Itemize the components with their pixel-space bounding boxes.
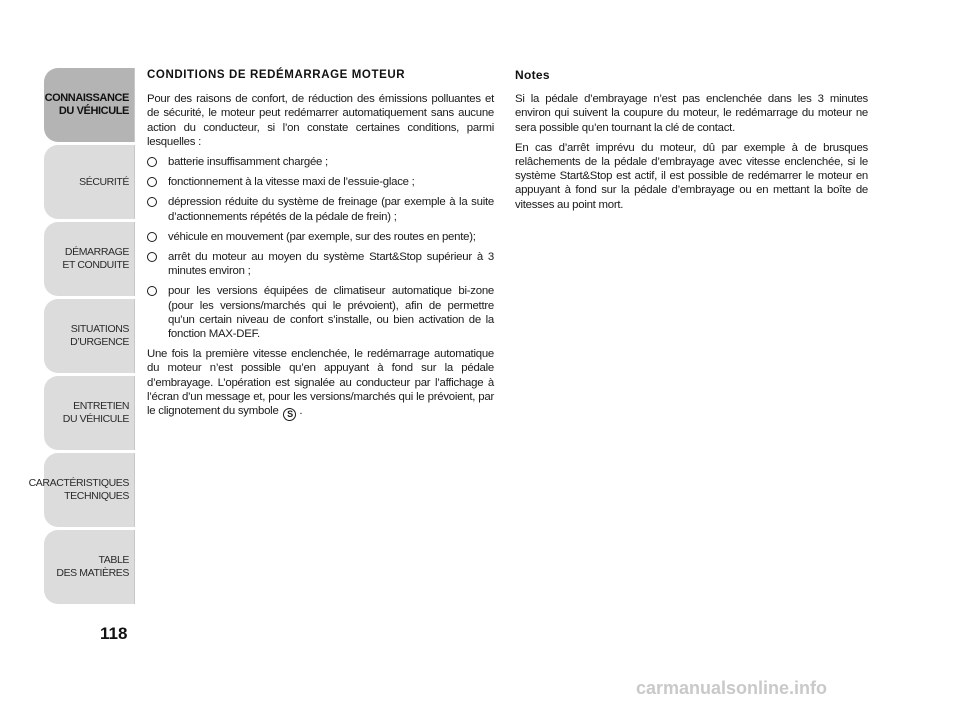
tab-label: CONNAISSANCE DU VÉHICULE bbox=[44, 92, 129, 117]
tab-situations-d-urgence[interactable] bbox=[44, 299, 135, 373]
circle-bullet-icon bbox=[147, 197, 157, 207]
watermark: carmanualsonline.info bbox=[636, 678, 828, 698]
start-stop-symbol-icon: S bbox=[283, 408, 296, 421]
tab-label: TABLE DES MATIÈRES bbox=[56, 554, 129, 579]
notes-paragraph: Si la pédale d’embrayage n’est pas enclenchée dans les 3 minutes environ qui suivent la coupure du moteur, le redémarrage du moteur ne sera possible qu’en tournant la clé de contact. bbox=[515, 93, 868, 134]
tab-connaissance-du-vehicule[interactable] bbox=[44, 68, 135, 142]
tab-label: SÉCURITÉ bbox=[79, 175, 129, 188]
tab-label: SITUATIONS D’URGENCE bbox=[70, 323, 129, 348]
tab-securite[interactable] bbox=[44, 145, 135, 219]
circle-bullet-icon bbox=[147, 157, 157, 167]
tab-entretien-du-vehicule[interactable] bbox=[44, 376, 135, 450]
notes-column bbox=[515, 68, 868, 218]
tab-label: DÉMARRAGE ET CONDUITE bbox=[62, 246, 129, 271]
tab-demarrage-et-conduite[interactable] bbox=[44, 222, 135, 296]
notes-heading: Notes bbox=[515, 68, 550, 82]
list-item: arrêt du moteur au moyen du système Start&Stop supérieur à 3 minutes environ ; bbox=[147, 250, 494, 278]
notes-paragraph: En cas d’arrêt imprévu du moteur, dû par exemple à de brusques relâchements de la pédale d’embrayage avec vitesse enclenchée, si le système Start&Stop est actif, il est possible de redémarrer le moteur en appuyant à fond sur la pédale d’embrayage ou en mettant la boîte de vitesses au point mort. bbox=[515, 141, 868, 211]
list-item: véhicule en mouvement (par exemple, sur des routes en pente); bbox=[147, 230, 494, 244]
tab-table-des-matieres[interactable] bbox=[44, 530, 135, 604]
tab-label: ENTRETIEN DU VÉHICULE bbox=[62, 400, 129, 425]
circle-bullet-icon bbox=[147, 252, 157, 262]
circle-bullet-icon bbox=[147, 232, 157, 242]
list-item: pour les versions équipées de climatiseur automatique bi-zone (pour les versions/marchés qui le prévoient), afin de permettre qu’un certain niveau de confort s’installe, ou bien activation de la fonction MAX-DEF. bbox=[147, 284, 494, 341]
list-item: batterie insuffisamment chargée ; bbox=[147, 155, 494, 169]
list-item: fonctionnement à la vitesse maxi de l’essuie-glace ; bbox=[147, 175, 494, 189]
conditions-list bbox=[147, 155, 494, 341]
page-number: 118 bbox=[100, 624, 128, 643]
closing-paragraph: Une fois la première vitesse enclenchée, le redémarrage automatique du moteur n’est possible qu’en appuyant à fond sur la pédale d’embrayage. L’opération est signalée au conducteur par l’affichage à l’écran d’un message et, pour les versions/marchés qui le prévoient, par le clignotement du symbole S . bbox=[147, 348, 494, 420]
intro-paragraph: Pour des raisons de confort, de réduction des émissions polluantes et de sécurité, le moteur peut redémarrer automatiquement sans aucune action du conducteur, si l’on constate certaines conditions, parmi lesquelles : bbox=[147, 93, 494, 148]
list-item: dépression réduite du système de freinage (par exemple à la suite d’actionnements répétés de la pédale de frein) ; bbox=[147, 195, 494, 223]
left-column bbox=[147, 68, 494, 427]
circle-bullet-icon bbox=[147, 286, 157, 296]
tab-caracteristiques-techniques[interactable] bbox=[28, 453, 135, 527]
section-heading: CONDITIONS DE REDÉMARRAGE MOTEUR bbox=[147, 69, 406, 81]
circle-bullet-icon bbox=[147, 177, 157, 187]
tab-label: CARACTÉRISTIQUES TECHNIQUES bbox=[28, 477, 129, 502]
